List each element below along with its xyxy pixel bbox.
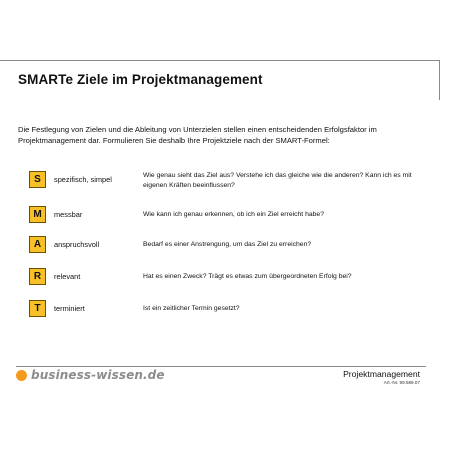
- smart-word-t: terminiert: [54, 304, 85, 313]
- article-number: Art.-Nr. 99.589.07: [383, 380, 420, 385]
- smart-word-m: messbar: [54, 210, 83, 219]
- footer-divider: [16, 366, 426, 367]
- smart-question-m: Wie kann ich genau erkennen, ob ich ein Ziel erreicht habe?: [143, 211, 324, 218]
- smart-row-m: [0, 206, 450, 232]
- letter-box-r: R: [29, 268, 46, 285]
- brand-logo[interactable]: [16, 368, 165, 382]
- letter-box-a: A: [29, 236, 46, 253]
- logo-dot-icon: [16, 370, 27, 381]
- page-title: SMARTe Ziele im Projektmanagement: [18, 72, 263, 87]
- letter-box-t: T: [29, 300, 46, 317]
- letter-box-m: M: [29, 206, 46, 223]
- letter-box-s: S: [29, 171, 46, 188]
- smart-word-r: relevant: [54, 272, 81, 281]
- smart-word-s: spezifisch, simpel: [54, 175, 112, 184]
- smart-row-t: [0, 300, 450, 326]
- smart-word-a: anspruchsvoll: [54, 240, 100, 249]
- smart-question-a: Bedarf es einer Anstrengung, um das Ziel zu erreichen?: [143, 241, 312, 248]
- smart-question-r: Hat es einen Zweck? Trägt es etwas zum übergeordneten Erfolg bei?: [143, 273, 352, 280]
- smart-question-s: Wie genau sieht das Ziel aus? Verstehe ich das gleiche wie die anderen? Kann ich es mit eigenen Kräften beeinflussen?: [143, 172, 412, 190]
- intro-text: Die Festlegung von Zielen und die Ableitung von Unterzielen stellen einen entscheidenden Erfolgsfaktor im Projektmanagement dar. Formulieren Sie deshalb Ihre Projektziele nach der SMART-Formel:: [18, 125, 377, 146]
- smart-row-s: [0, 171, 450, 197]
- smart-question-t: Ist ein zeitlicher Termin gesetzt?: [143, 305, 240, 312]
- logo-text: business-wissen.de: [31, 368, 165, 382]
- smart-row-r: [0, 268, 450, 294]
- footer-title: Projektmanagement: [343, 369, 420, 379]
- smart-row-a: [0, 236, 450, 262]
